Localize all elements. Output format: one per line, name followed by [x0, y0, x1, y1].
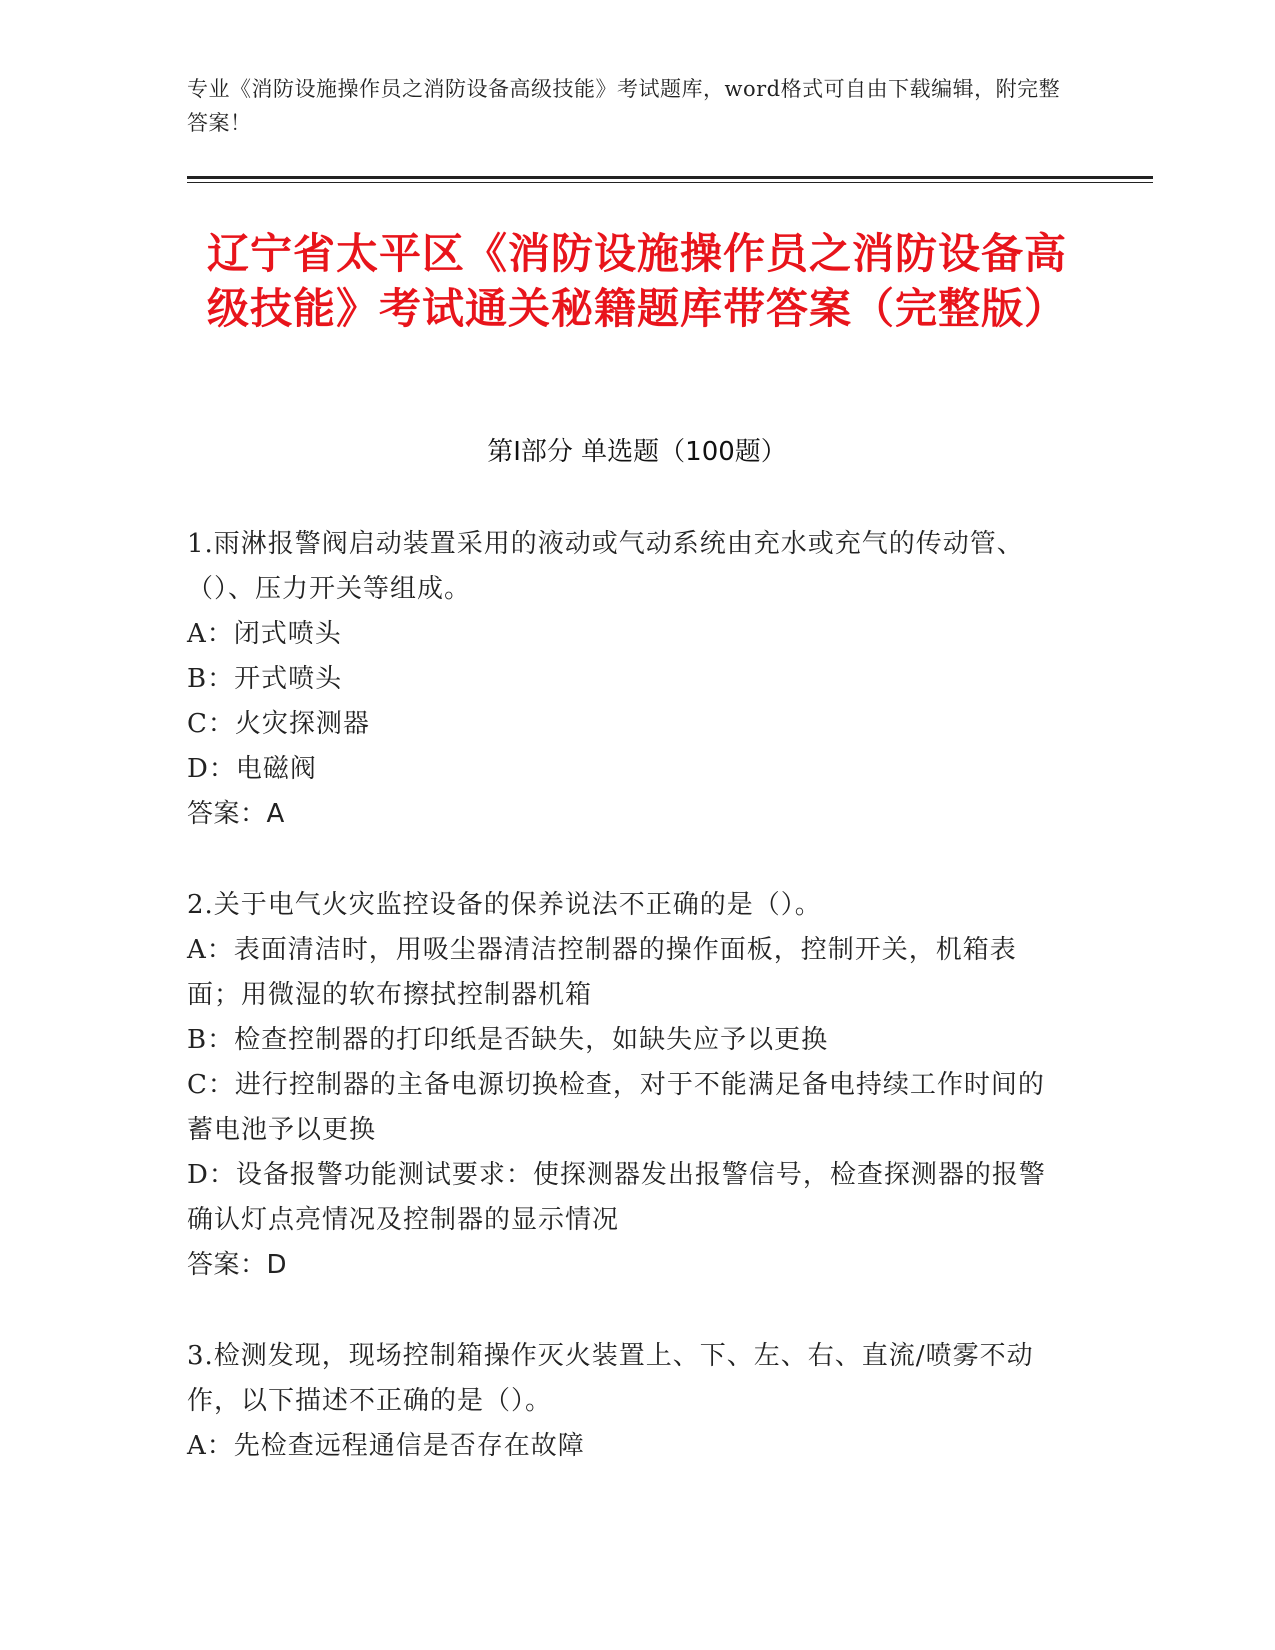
question-list	[187, 522, 1067, 1515]
header-divider-thick	[187, 176, 1153, 179]
question-3	[187, 1334, 1067, 1469]
option-b: B：检查控制器的打印纸是否缺失，如缺失应予以更换	[187, 1025, 829, 1055]
option-a: A：闭式喷头	[187, 619, 342, 649]
option-a: A：表面清洁时，用吸尘器清洁控制器的操作面板，控制开关，机箱表面；用微湿的软布擦拭控制器机箱	[187, 935, 1017, 1010]
header-divider-thin	[187, 182, 1153, 183]
option-c: C：火灾探测器	[187, 709, 370, 739]
section-title: 第I部分 单选题（100题）	[487, 437, 787, 467]
answer: 答案：A	[187, 799, 285, 829]
option-d: D：设备报警功能测试要求：使探测器发出报警信号，检查探测器的报警确认灯点亮情况及控制器的显示情况	[187, 1160, 1046, 1235]
question-2	[187, 883, 1067, 1288]
question-stem: 3.检测发现，现场控制箱操作灭火装置上、下、左、右、直流/喷雾不动作，以下描述不正确的是（）。	[187, 1341, 1034, 1416]
option-c: C：进行控制器的主备电源切换检查，对于不能满足备电持续工作时间的蓄电池予以更换	[187, 1070, 1045, 1145]
question-stem: 1.雨淋报警阀启动装置采用的液动或气动系统由充水或充气的传动管、（）、压力开关等组成。	[187, 529, 1024, 604]
document-title: 辽宁省太平区《消防设施操作员之消防设备高级技能》考试通关秘籍题库带答案（完整版）	[206, 229, 1067, 333]
answer: 答案：D	[187, 1250, 288, 1280]
option-d: D：电磁阀	[187, 754, 317, 784]
question-stem: 2.关于电气火灾监控设备的保养说法不正确的是（）。	[187, 890, 822, 920]
header-note: 专业《消防设施操作员之消防设备高级技能》考试题库，word格式可自由下载编辑，附完整答案！	[187, 77, 1061, 135]
option-b: B：开式喷头	[187, 664, 343, 694]
option-a: A：先检查远程通信是否存在故障	[187, 1431, 585, 1461]
question-1	[187, 522, 1067, 837]
